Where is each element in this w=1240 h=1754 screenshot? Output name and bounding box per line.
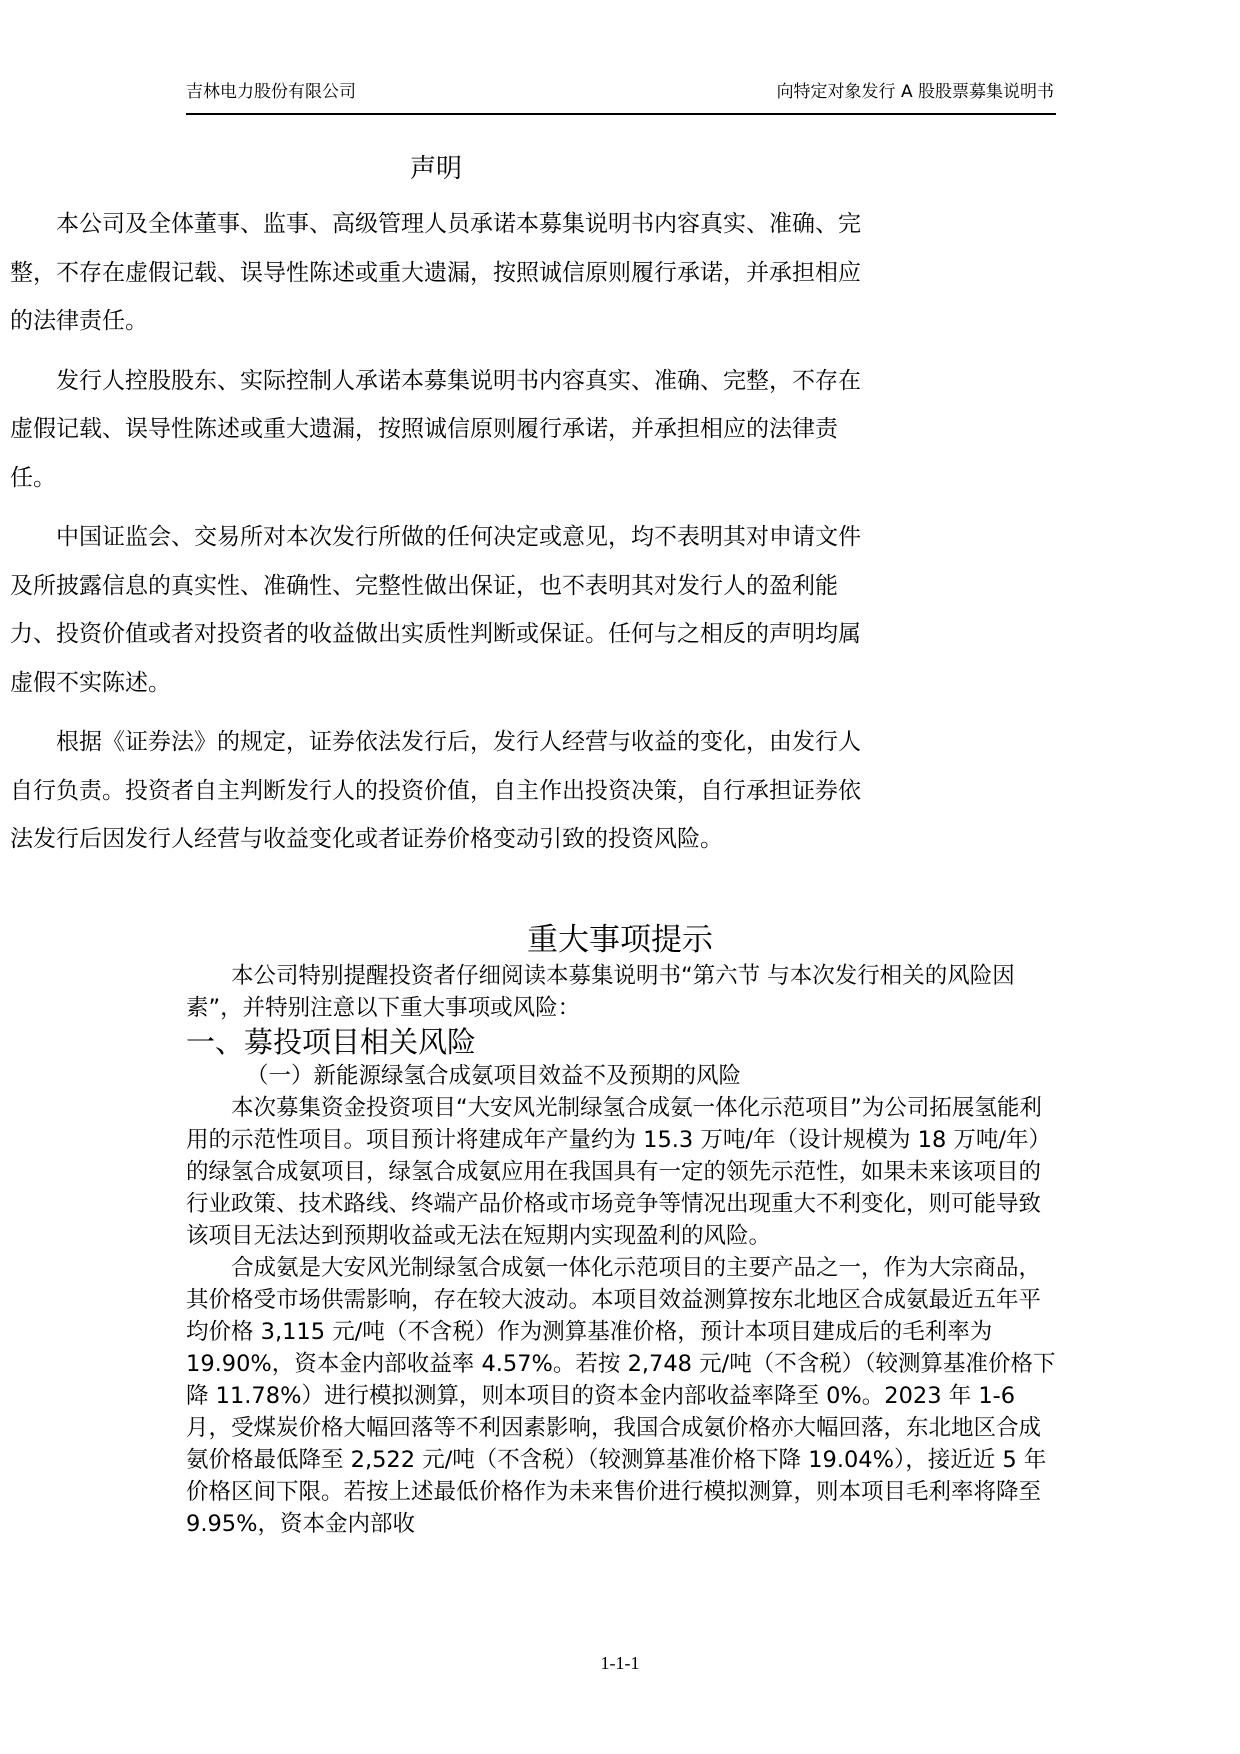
risk-paragraph: 合成氨是大安风光制绿氢合成氨一体化示范项目的主要产品之一，作为大宗商品，其价格受市场供需影响，存在较大波动。本项目效益测算按东北地区合成氨最近五年平均价格 3,115 元/吨（不含税）作为测算基准价格，预计本项目建成后的毛利率为 19.90%，资本金内部收益率 4.57%。若按 2,748 元/吨（不含税）（较测算基准价格下降 11.78%）进行模拟测算，则本项目的资本金内部收益率降至 0%。2023 年 1-6 月，受煤炭价格大幅回落等不利因素影响，我国合成氨价格亦大幅回落，东北地区合成氨价格最低降至 2,522 元/吨（不含税）（较测算基准价格下降 19.04%），接近近 5 年价格区间下限。若按上述最低价格作为未来售价进行模拟测算，则本项目毛利率将降至 9.95%，资本金内部收 bbox=[186, 1255, 1056, 1537]
declaration-paragraph: 本公司及全体董事、监事、高级管理人员承诺本募集说明书内容真实、准确、完整，不存在虚假记载、误导性陈述或重大遗漏，按照诚信原则履行承诺，并承担相应的法律责任。 bbox=[10, 211, 861, 334]
section-heading: 一、募投项目相关风险 bbox=[186, 1025, 477, 1059]
major-matters-title: 重大事项提示 bbox=[527, 922, 713, 958]
declaration-paragraph: 中国证监会、交易所对本次发行所做的任何决定或意见，均不表明其对申请文件及所披露信息的真实性、准确性、完整性做出保证，也不表明其对发行人的盈利能力、投资价值或者对投资者的收益做出实质性判断或保证。任何与之相反的声明均属虚假不实陈述。 bbox=[10, 524, 861, 696]
header-company: 吉林电力股份有限公司 bbox=[186, 82, 356, 102]
header-document-title: 向特定对象发行 A 股股票募集说明书 bbox=[776, 82, 1054, 102]
declaration-title-clipped bbox=[390, 150, 510, 184]
declaration-paragraph: 根据《证券法》的规定，证券依法发行后，发行人经营与收益的变化，由发行人自行负责。投资者自主判断发行人的投资价值，自主作出投资决策，自行承担证券依法发行后因发行人经营与收益变化或者证券价格变动引致的投资风险。 bbox=[10, 729, 861, 852]
major-matters-body bbox=[186, 960, 1056, 1540]
declaration-title: 声明 bbox=[410, 154, 463, 184]
page-number: 1-1-1 bbox=[600, 1653, 640, 1673]
risk-paragraph: 本次募集资金投资项目“大安风光制绿氢合成氨一体化示范项目”为公司拓展氢能利用的示范性项目。项目预计将建成年产量约为 15.3 万吨/年（设计规模为 18 万吨/年）的绿氢合成氨项目，绿氢合成氨应用在我国具有一定的领先示范性，如果未来该项目的行业政策、技术路线、终端产品价格或市场竞争等情况出现重大不利变化，则可能导致该项目无法达到预期收益或无法在短期内实现盈利的风险。 bbox=[186, 1095, 1051, 1249]
declaration-paragraph: 发行人控股股东、实际控制人承诺本募集说明书内容真实、准确、完整，不存在虚假记载、误导性陈述或重大遗漏，按照诚信原则履行承诺，并承担相应的法律责任。 bbox=[10, 367, 861, 491]
subsection-heading: （一）新能源绿氢合成氨项目效益不及预期的风险 bbox=[246, 1063, 742, 1089]
declaration-body bbox=[10, 200, 880, 875]
major-matters-intro: 本公司特别提醒投资者仔细阅读本募集说明书“第六节 与本次发行相关的风险因素”，并特别注意以下重大事项或风险： bbox=[186, 963, 1015, 1021]
header-divider bbox=[186, 113, 1056, 115]
